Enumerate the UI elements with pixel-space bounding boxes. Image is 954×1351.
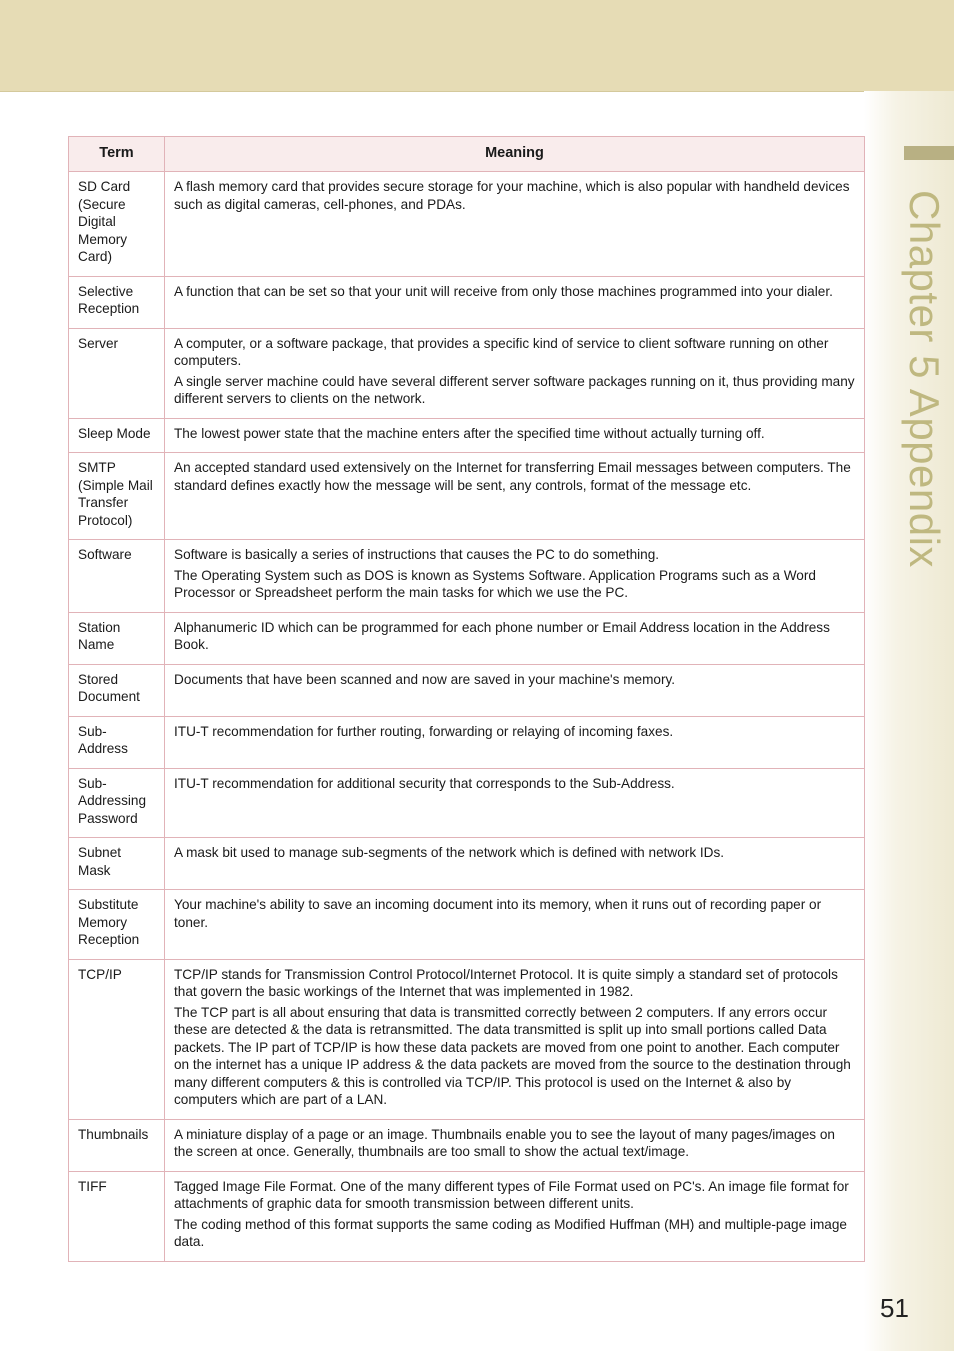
meaning-paragraph: The coding method of this format supports the same coding as Modified Huffman (MH) and multiple-page image data. <box>174 1216 847 1249</box>
term-cell: Subnet Mask <box>69 838 165 890</box>
meaning-cell <box>165 453 865 540</box>
meaning-paragraph: A miniature display of a page or an image. Thumbnails enable you to see the layout of many pages/images on the screen at once. Generally, thumbnails are too small to show the actual text/image. <box>174 1126 835 1159</box>
term-cell: TCP/IP <box>69 959 165 1119</box>
table-row <box>69 540 865 613</box>
chapter-tab-marker <box>904 146 954 160</box>
term-cell: Thumbnails <box>69 1119 165 1171</box>
table-row <box>69 612 865 664</box>
column-header-meaning: Meaning <box>165 137 865 172</box>
meaning-cell <box>165 172 865 277</box>
meaning-paragraph: A function that can be set so that your unit will receive from only those machines programmed into your dialer. <box>174 283 833 299</box>
meaning-paragraph: The lowest power state that the machine enters after the specified time without actually turning off. <box>174 425 765 441</box>
table-row <box>69 172 865 277</box>
top-header-band <box>0 0 954 92</box>
term-cell: Selective Reception <box>69 276 165 328</box>
term-cell: Sleep Mode <box>69 418 165 453</box>
meaning-cell <box>165 328 865 418</box>
chapter-label: Chapter 5 Appendix <box>901 190 948 568</box>
meaning-paragraph: ITU-T recommendation for further routing, forwarding or relaying of incoming faxes. <box>174 723 674 739</box>
meaning-paragraph: A computer, or a software package, that provides a specific kind of service to client software running on other computers. <box>174 335 829 368</box>
table-row <box>69 276 865 328</box>
meaning-paragraph: The TCP part is all about ensuring that data is transmitted correctly between 2 computers. If any errors occur these are detected & the data is retransmitted. The data transmitted is split up into small portions called Data packets. The IP part of TCP/IP is how these data packets are moved from one point to another. Each computer on the internet has a unique IP address & the data packets are moved from the source to the destination through many different computers & this is controlled via TCP/IP. This protocol is used on the Internet & also by computers which are part of a LAN. <box>174 1004 851 1107</box>
meaning-paragraph: Tagged Image File Format. One of the many different types of File Format used on PC's. An image file format for attachments of graphic data for smooth transmission between different units. <box>174 1178 849 1211</box>
table-row <box>69 1119 865 1171</box>
term-cell: Sub-Addressing Password <box>69 768 165 838</box>
table-row <box>69 664 865 716</box>
meaning-paragraph: TCP/IP stands for Transmission Control Protocol/Internet Protocol. It is quite simply a standard set of protocols that govern the basic workings of the Internet that was implemented in 1982. <box>174 966 838 999</box>
meaning-cell <box>165 612 865 664</box>
meaning-paragraph: An accepted standard used extensively on the Internet for transferring Email messages between computers. The standard defines exactly how the message will be sent, any controls, format of the message etc. <box>174 460 851 493</box>
term-cell: Software <box>69 540 165 613</box>
meaning-paragraph: The Operating System such as DOS is known as Systems Software. Application Programs such as a Word Processor or Spreadsheet perform the main tasks for which we use the PC. <box>174 567 816 600</box>
table-row <box>69 890 865 960</box>
term-cell: Sub-Address <box>69 716 165 768</box>
glossary-body <box>69 172 865 1262</box>
meaning-cell <box>165 540 865 613</box>
table-row <box>69 1171 865 1261</box>
term-cell: TIFF <box>69 1171 165 1261</box>
meaning-cell <box>165 768 865 838</box>
glossary-table <box>68 136 865 1262</box>
table-row <box>69 328 865 418</box>
term-cell: Server <box>69 328 165 418</box>
meaning-cell <box>165 418 865 453</box>
meaning-cell <box>165 664 865 716</box>
meaning-paragraph: Software is basically a series of instructions that causes the PC to do something. <box>174 547 660 562</box>
meaning-paragraph: A mask bit used to manage sub-segments of the network which is defined with network IDs. <box>174 845 725 860</box>
meaning-cell <box>165 1119 865 1171</box>
meaning-paragraph: ITU-T recommendation for additional security that corresponds to the Sub-Address. <box>174 775 675 791</box>
table-row <box>69 453 865 540</box>
table-row <box>69 418 865 453</box>
column-header-term: Term <box>69 137 165 172</box>
meaning-cell <box>165 276 865 328</box>
term-cell: Substitute Memory Reception <box>69 890 165 960</box>
term-cell: SMTP (Simple Mail Transfer Protocol) <box>69 453 165 540</box>
meaning-cell <box>165 1171 865 1261</box>
meaning-cell <box>165 959 865 1119</box>
meaning-paragraph: A flash memory card that provides secure storage for your machine, which is also popular with handheld devices such as digital cameras, cell-phones, and PDAs. <box>174 179 850 212</box>
page-number: 51 <box>880 1293 909 1323</box>
table-row <box>69 768 865 838</box>
meaning-cell <box>165 838 865 890</box>
meaning-cell <box>165 716 865 768</box>
meaning-paragraph: Documents that have been scanned and now are saved in your machine's memory. <box>174 671 676 687</box>
term-cell: Stored Document <box>69 664 165 716</box>
meaning-paragraph: Your machine's ability to save an incoming document into its memory, when it runs out of recording paper or toner. <box>174 897 822 930</box>
term-cell: SD Card (Secure Digital Memory Card) <box>69 172 165 277</box>
table-header-row <box>69 137 865 172</box>
term-cell: Station Name <box>69 612 165 664</box>
table-row <box>69 838 865 890</box>
table-row <box>69 716 865 768</box>
meaning-cell <box>165 890 865 960</box>
meaning-paragraph: Alphanumeric ID which can be programmed for each phone number or Email Address location in the Address Book. <box>174 619 830 652</box>
table-row <box>69 959 865 1119</box>
meaning-paragraph: A single server machine could have several different server software packages running on it, thus providing many different servers to clients on the network. <box>174 373 855 406</box>
